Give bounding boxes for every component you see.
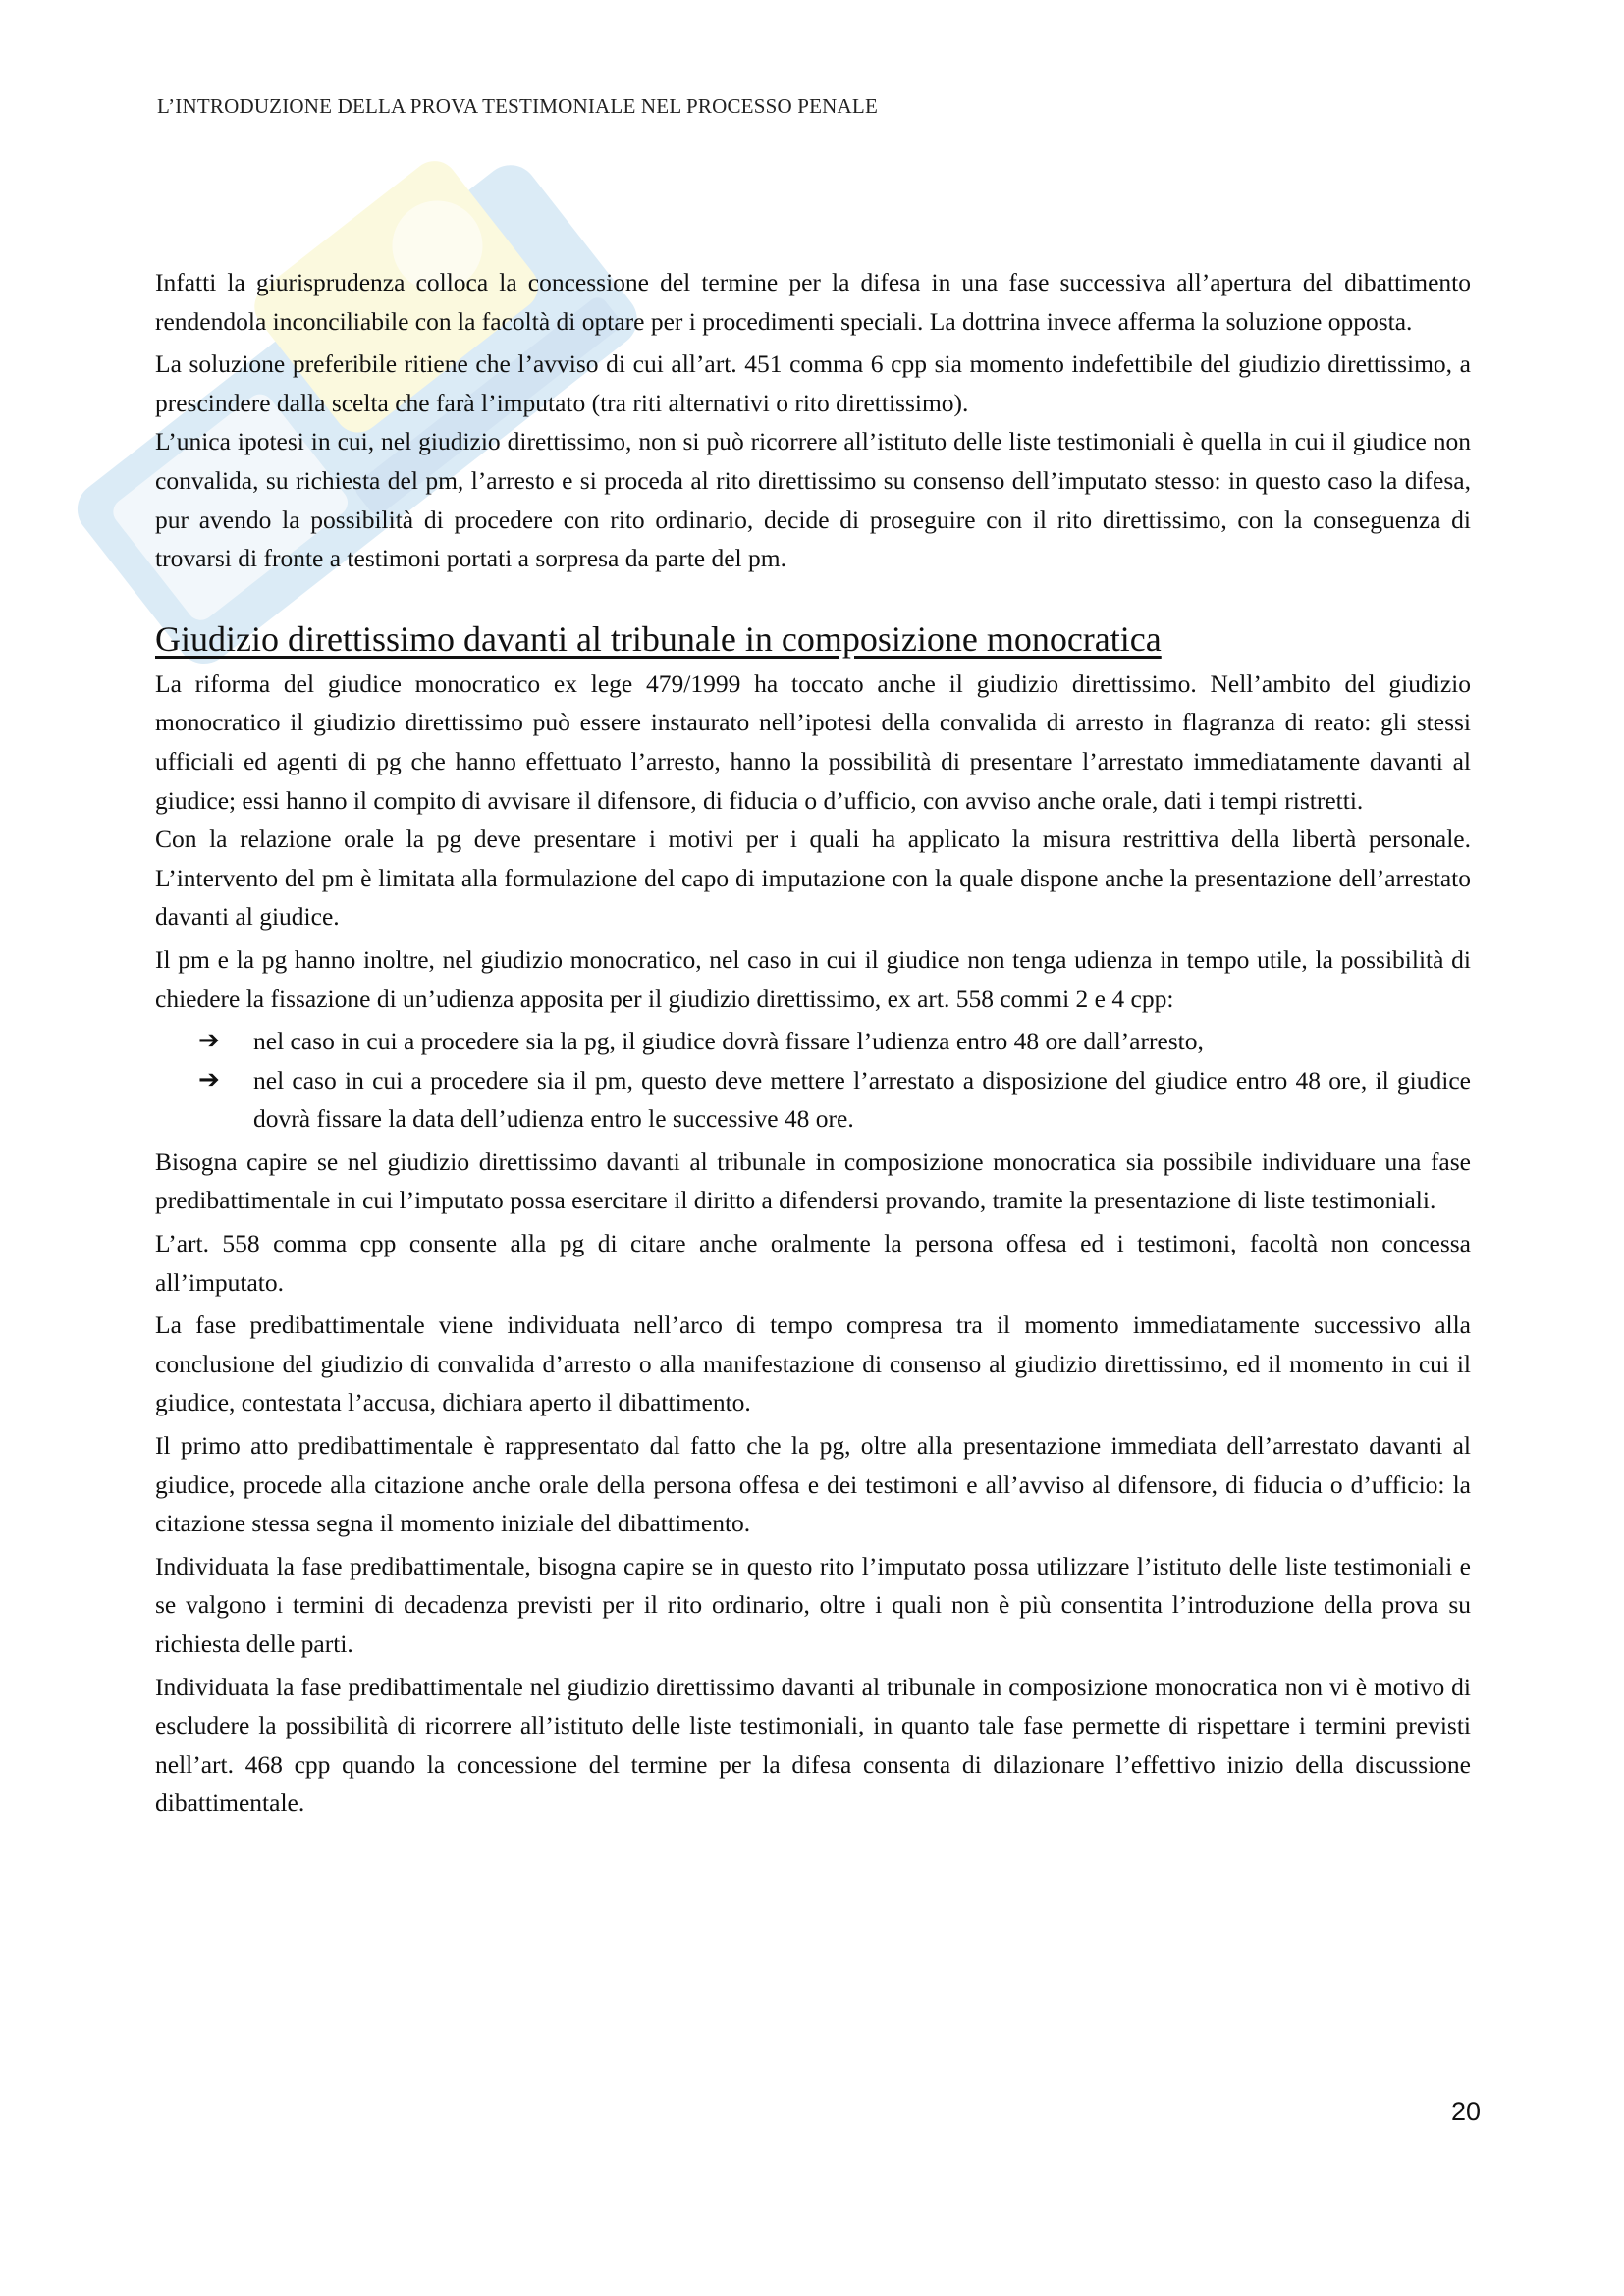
bullet-list [155,1022,1471,1139]
page-number: 20 [1450,2097,1481,2126]
body-paragraph: Il primo atto predibattimentale è rappresentato dal fatto che la pg, oltre alla presentazione immediata dell’arrestato davanti al giudice, procede alla citazione anche orale della persona offesa e dei testimoni e all’avviso al difensore, di fiducia o d’ufficio: la citazione stessa segna il momento iniziale del dibattimento. [155,1431,1471,1538]
body-paragraph: Il pm e la pg hanno inoltre, nel giudizio monocratico, nel caso in cui il giudice non tenga udienza in tempo utile, la possibilità di chiedere la fissazione di un’udienza apposita per il giudizio direttissimo, ex art. 558 commi 2 e 4 cpp: [155,944,1471,1013]
list-item [155,1061,1471,1139]
list-item [155,1022,1471,1061]
section-heading: Giudizio direttissimo davanti al tribunale in composizione monocratica [155,618,1162,659]
body-paragraph: L’unica ipotesi in cui, nel giudizio direttissimo, non si può ricorrere all’istituto delle liste testimoniali è quella in cui il giudice non convalida, su richiesta del pm, l’arresto e si proceda al rito direttissimo su consenso dell’imputato stesso: in questo caso la difesa, pur avendo la possibilità di procedere con rito ordinario, decide di proseguire con il rito direttissimo, con la conseguenza di trovarsi di fronte a testimoni portati a sorpresa da parte del pm. [155,427,1471,573]
body-paragraph: Individuata la fase predibattimentale nel giudizio direttissimo davanti al tribunale in composizione monocratica non vi è motivo di escludere la possibilità di ricorrere all’istituto delle liste testimoniali, in quanto tale fase permette di rispettare i termini previsti nell’art. 468 cpp quando la concessione del termine per la difesa consenta di dilazionare l’effettivo inizio della discussione dibattimentale. [155,1672,1471,1818]
body-paragraph: Individuata la fase predibattimentale, bisogna capire se in questo rito l’imputato possa utilizzare l’istituto delle liste testimoniali e se valgono i termini di decadenza previsti per il rito ordinario, oltre i quali non è più consentita l’introduzione della prova su richiesta delle parti. [155,1551,1471,1658]
arrow-right-icon: ➔ [198,1064,220,1095]
body-paragraph: La fase predibattimentale viene individuata nell’arco di tempo compresa tra il momento immediatamente successivo alla conclusione del giudizio di convalida d’arresto o alla manifestazione di consenso al giudizio direttissimo, ed il momento in cui il giudice, contestata l’accusa, dichiara aperto il dibattimento. [155,1310,1471,1417]
body-paragraph: La riforma del giudice monocratico ex lege 479/1999 ha toccato anche il giudizio direttissimo. Nell’ambito del giudizio monocratico il giudizio direttissimo può essere instaurato nell’ipotesi della convalida di arresto in flagranza di reato: gli stessi ufficiali ed agenti di pg che hanno effettuato l’arresto, hanno la possibilità di presentare l’arrestato immediatamente davanti al giudice; essi hanno il compito di avvisare il difensore, di fiducia o d’ufficio, con avviso anche orale, dati i tempi ristretti. [155,668,1471,815]
body-paragraph: La soluzione preferibile ritiene che l’avviso di cui all’art. 451 comma 6 cpp sia momento indefettibile del giudizio direttissimo, a prescindere dalla scelta che farà l’imputato (tra riti alternativi o rito direttissimo). [155,349,1471,417]
body-paragraph: Con la relazione orale la pg deve presentare i motivi per i quali ha applicato la misura restrittiva della libertà personale. L’intervento del pm è limitata alla formulazione del capo di imputazione con la quale dispone anche la presentazione dell’arrestato davanti al giudice. [155,825,1471,932]
body-paragraph: Infatti la giurisprudenza colloca la concessione del termine per la difesa in una fase successiva all’apertura del dibattimento rendendola inconciliabile con la facoltà di optare per i procedimenti speciali. La dottrina invece afferma la soluzione opposta. [155,268,1471,336]
list-item-text: nel caso in cui a procedere sia la pg, il giudice dovrà fissare l’udienza entro 48 ore dall’arresto, [253,1027,1204,1056]
document-body [155,263,1471,1827]
list-item-text: nel caso in cui a procedere sia il pm, questo deve mettere l’arrestato a disposizione del giudice entro 48 ore, il giudice dovrà fissare la data dell’udienza entro le successive 48 ore. [253,1065,1471,1134]
running-header: L’INTRODUZIONE DELLA PROVA TESTIMONIALE NEL PROCESSO PENALE [157,94,878,118]
arrow-right-icon: ➔ [198,1026,220,1056]
body-paragraph: Bisogna capire se nel giudizio direttissimo davanti al tribunale in composizione monocratica sia possibile individuare una fase predibattimentale in cui l’imputato possa esercitare il diritto a difendersi provando, tramite la presentazione di liste testimoniali. [155,1147,1471,1215]
body-paragraph: L’art. 558 comma cpp consente alla pg di citare anche oralmente la persona offesa ed i testimoni, facoltà non concessa all’imputato. [155,1229,1471,1297]
